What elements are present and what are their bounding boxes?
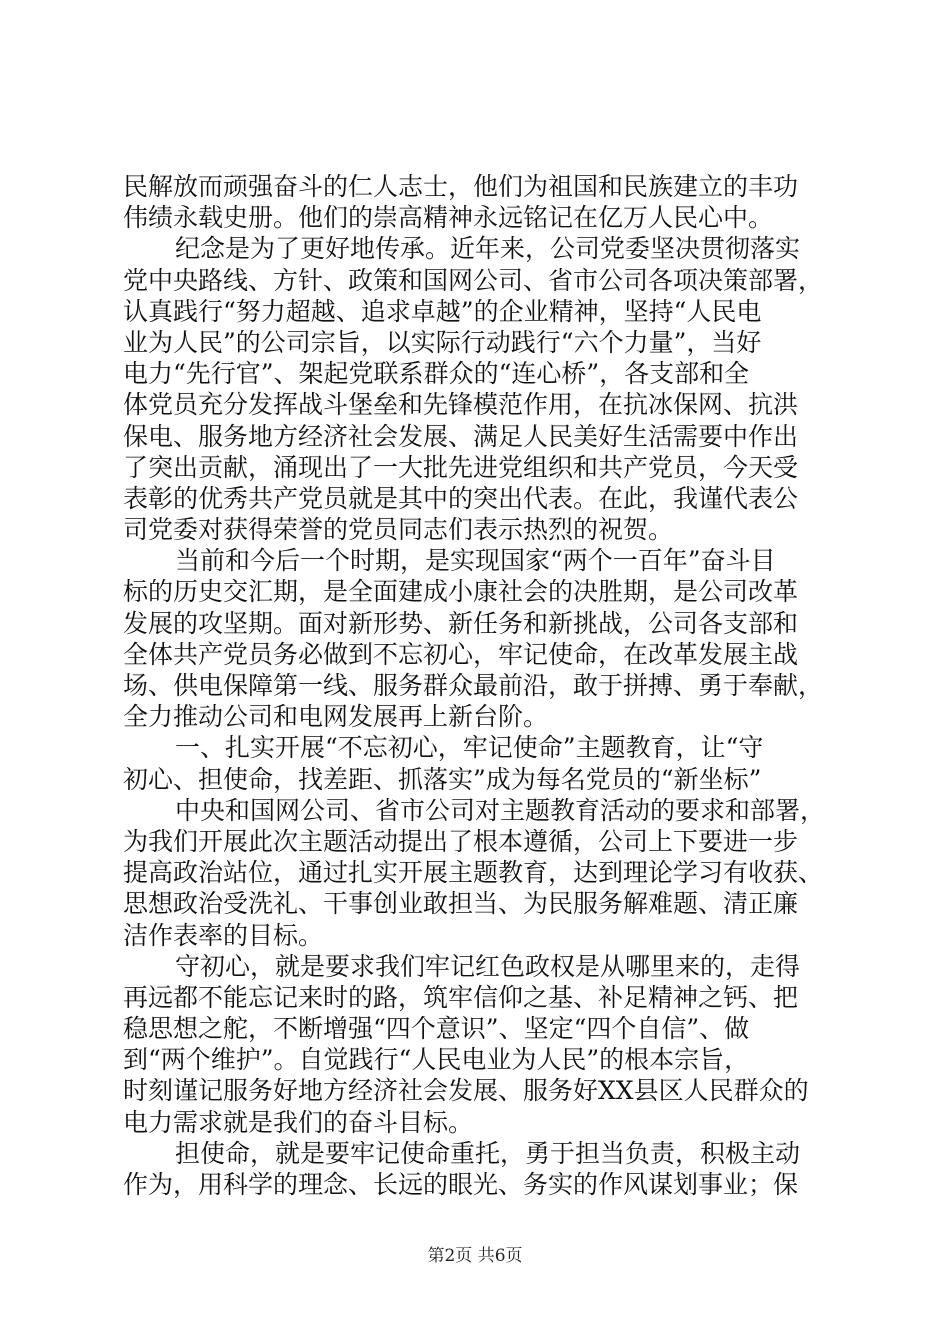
text-line: 标的历史交汇期，是全面建成小康社会的决胜期，是公司改革 <box>123 577 799 607</box>
text-line: 电力“先行官”、架起党联系群众的“连心桥”，各支部和全 <box>123 359 750 389</box>
text-line: 业为人民”的公司宗旨，以实际行动践行“六个力量”，当好 <box>123 327 762 357</box>
text-line: 纪念是为了更好地传承。近年来，公司党委坚决贯彻落实 <box>175 234 801 264</box>
text-line: 中央和国网公司、省市公司对主题教育活动的要求和部署， <box>175 795 826 825</box>
page-number-footer: 第2页 共6页 <box>427 1246 523 1266</box>
text-line: 司党委对获得荣誉的党员同志们表示热烈的祝贺。 <box>123 515 674 545</box>
text-line: 保电、服务地方经济社会发展、满足人民美好生活需要中作出 <box>123 421 799 451</box>
text-line: 作为，用科学的理念、长远的眼光、务实的作风谋划事业；保 <box>123 1170 799 1199</box>
text-line: 发展的攻坚期。面对新形势、新任务和新挑战，公司各支部和 <box>123 608 799 638</box>
text-line: 到“两个维护”。自觉践行“人民电业为人民”的根本宗旨， <box>123 1045 750 1075</box>
text-line: 了突出贡献，涌现出了一大批先进党组织和共产党员，今天受 <box>123 452 799 482</box>
text-line: 时刻谨记服务好地方经济社会发展、服务好XX县区人民群众的 <box>123 1076 809 1106</box>
text-line: 初心、担使命，找差距、抓落实”成为每名党员的“新坐标” <box>123 764 762 794</box>
text-line: 全体共产党员务必做到不忘初心，牢记使命，在改革发展主战 <box>123 639 799 669</box>
text-line: 表彰的优秀共产党员就是其中的突出代表。在此，我谨代表公 <box>123 483 799 513</box>
text-line: 一、扎实开展“不忘初心，牢记使命”主题教育，让“守 <box>175 733 764 763</box>
text-line: 稳思想之舵，不断增强“四个意识”、坚定“四个自信”、做 <box>123 1014 750 1044</box>
text-line: 体党员充分发挥战斗堡垒和先锋模范作用，在抗冰保网、抗洪 <box>123 390 799 420</box>
text-line: 场、供电保障第一线、服务群众最前沿，敢于拼搏、勇于奉献， <box>123 671 824 700</box>
text-line: 伟绩永载史册。他们的崇高精神永远铭记在亿万人民心中。 <box>123 203 774 233</box>
text-line: 洁作表率的目标。 <box>123 920 324 950</box>
text-line: 提高政治站位，通过扎实开展主题教育，达到理论学习有收获、 <box>123 858 824 888</box>
text-line: 再远都不能忘记来时的路，筑牢信仰之基、补足精神之钙、把 <box>123 982 799 1012</box>
text-line: 守初心，就是要求我们牢记红色政权是从哪里来的，走得 <box>175 951 801 981</box>
text-line: 担使命，就是要牢记使命重托，勇于担当负责，积极主动 <box>175 1138 801 1168</box>
text-line: 思想政治受洗礼、干事创业敢担当、为民服务解难题、清正廉 <box>123 889 799 919</box>
text-line: 为我们开展此次主题活动提出了根本遵循，公司上下要进一步 <box>123 826 799 856</box>
text-line: 全力推动公司和电网发展再上新台阶。 <box>123 702 549 732</box>
text-line: 认真践行“努力超越、追求卓越”的企业精神，坚持“人民电 <box>123 296 762 326</box>
text-line: 党中央路线、方针、政策和国网公司、省市公司各项决策部署， <box>123 265 824 295</box>
text-line: 电力需求就是我们的奋斗目标。 <box>123 1107 474 1137</box>
body-text <box>123 171 843 1200</box>
text-line: 当前和今后一个时期，是实现国家“两个一百年”奋斗目 <box>175 546 776 576</box>
text-line: 民解放而顽强奋斗的仁人志士，他们为祖国和民族建立的丰功 <box>123 172 799 201</box>
